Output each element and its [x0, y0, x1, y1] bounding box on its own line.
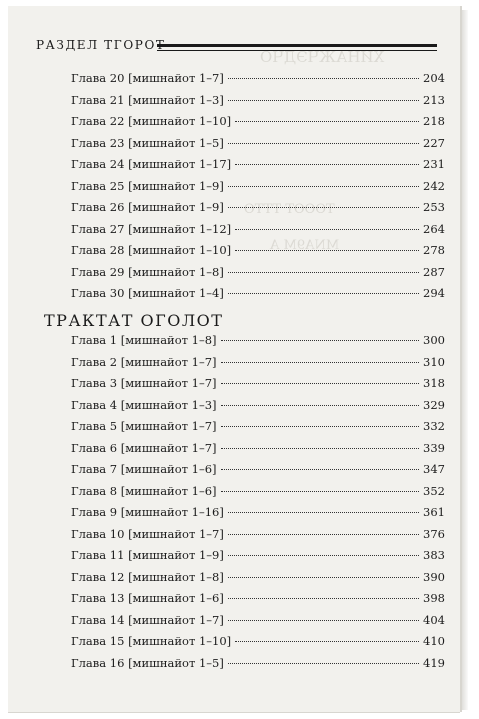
toc-entry-page: 218	[423, 114, 445, 128]
toc-entry	[71, 283, 445, 305]
toc-entry-chapter: Глава 12 [мишнайот 1–8]	[71, 569, 224, 584]
dot-leader	[221, 405, 420, 406]
toc-entry-chapter: Глава 7 [мишнайот 1–6]	[71, 462, 217, 476]
toc-entry-chapter: Глава 27 [мишнайот 1–12]	[71, 221, 232, 236]
dot-leader	[235, 164, 419, 165]
toc-entry-chapter: Глава 5 [мишнайот 1–7]	[71, 419, 217, 433]
toc-entry-page: 300	[423, 333, 445, 347]
toc-entry	[71, 416, 445, 438]
toc-entry-page: 339	[423, 440, 445, 455]
running-head: РАЗДЕЛ ТГОРОТ	[36, 38, 166, 52]
toc-entry-chapter: Глава 15 [мишнайот 1–10]	[71, 634, 232, 648]
toc-entry	[71, 459, 445, 481]
toc-entry	[71, 133, 445, 155]
toc-entry-page: 410	[423, 634, 445, 648]
dot-leader	[235, 641, 419, 642]
toc-entry-chapter: Глава 1 [мишнайот 1–8]	[71, 333, 217, 347]
dot-leader	[221, 383, 420, 384]
dot-leader	[221, 469, 420, 470]
dot-leader	[228, 78, 419, 79]
toc-entry-chapter: Глава 14 [мишнайот 1–7]	[71, 612, 224, 627]
dot-leader	[228, 272, 419, 273]
toc-entry	[71, 330, 445, 352]
toc-entry-page: 332	[423, 419, 445, 433]
toc-entry	[71, 588, 445, 610]
toc-entry-chapter: Глава 13 [мишнайот 1–6]	[71, 591, 224, 605]
toc-entry-chapter: Глава 11 [мишнайот 1–9]	[71, 548, 224, 562]
toc-entry-chapter: Глава 9 [мишнайот 1–16]	[71, 505, 224, 519]
dot-leader	[228, 663, 419, 664]
toc-entry-page: 404	[423, 612, 445, 627]
toc-entry	[71, 502, 445, 524]
dot-leader	[228, 577, 419, 578]
toc-entry	[71, 481, 445, 503]
dot-leader	[228, 555, 419, 556]
toc-entry-page: 264	[423, 221, 445, 236]
toc-entry-chapter: Глава 29 [мишнайот 1–8]	[71, 264, 224, 279]
dot-leader	[228, 186, 419, 187]
toc-entry-chapter: Глава 10 [мишнайот 1–7]	[71, 526, 224, 541]
dot-leader	[235, 250, 419, 251]
toc-entry-chapter: Глава 26 [мишнайот 1–9]	[71, 200, 224, 214]
toc-entry-page: 361	[423, 505, 445, 519]
toc-entry-chapter: Глава 20 [мишнайот 1–7]	[71, 71, 224, 85]
dot-leader	[221, 448, 420, 449]
toc-entry	[71, 545, 445, 567]
bleed-through-heading: ХИНАЖЧЭДЧО	[260, 48, 385, 66]
toc-entry	[71, 373, 445, 395]
toc-entry	[71, 197, 445, 219]
toc-entry	[71, 154, 445, 176]
toc-entry-page: 294	[423, 286, 445, 300]
toc-entry-page: 242	[423, 178, 445, 193]
toc-entry-page: 213	[423, 92, 445, 107]
dot-leader	[228, 620, 419, 621]
toc-entry-page: 227	[423, 135, 445, 150]
dot-leader	[221, 362, 420, 363]
toc-entry-page: 287	[423, 264, 445, 279]
toc-entry	[71, 395, 445, 417]
toc-entry-page: 253	[423, 200, 445, 214]
toc-entry-chapter: Глава 6 [мишнайот 1–7]	[71, 440, 217, 455]
toc-section-2	[71, 330, 445, 674]
toc-entry-page: 419	[423, 655, 445, 670]
toc-entry	[71, 240, 445, 262]
toc-entry-chapter: Глава 25 [мишнайот 1–9]	[71, 178, 224, 193]
toc-entry-page: 347	[423, 462, 445, 476]
toc-entry-chapter: Глава 4 [мишнайот 1–3]	[71, 397, 217, 412]
dot-leader	[221, 340, 420, 341]
dot-leader	[235, 229, 419, 230]
toc-entry-chapter: Глава 28 [мишнайот 1–10]	[71, 243, 232, 257]
dot-leader	[228, 598, 419, 599]
dot-leader	[228, 293, 419, 294]
toc-entry	[71, 219, 445, 241]
toc-entry-chapter: Глава 2 [мишнайот 1–7]	[71, 354, 217, 369]
bleed-through-text: MNA9M A	[270, 238, 340, 253]
toc-entry-page: 398	[423, 591, 445, 605]
toc-entry	[71, 111, 445, 133]
toc-entry-chapter: Глава 21 [мишнайот 1–3]	[71, 92, 224, 107]
toc-entry-chapter: Глава 23 [мишнайот 1–5]	[71, 135, 224, 150]
toc-entry	[71, 610, 445, 632]
header-rule-thin	[157, 50, 437, 51]
toc-entry	[71, 90, 445, 112]
toc-entry	[71, 176, 445, 198]
section-title: ТРАКТАТ ОГОЛОТ	[44, 311, 224, 330]
toc-entry	[71, 262, 445, 284]
dot-leader	[235, 121, 419, 122]
toc-entry-page: 329	[423, 397, 445, 412]
toc-entry-page: 231	[423, 157, 445, 171]
toc-entry	[71, 68, 445, 90]
toc-entry	[71, 438, 445, 460]
dot-leader	[228, 512, 419, 513]
toc-entry	[71, 567, 445, 589]
toc-entry-page: 310	[423, 354, 445, 369]
toc-entry	[71, 653, 445, 675]
toc-entry	[71, 631, 445, 653]
toc-entry-page: 383	[423, 548, 445, 562]
toc-section-1	[71, 68, 445, 305]
toc-entry-chapter: Глава 24 [мишнайот 1–17]	[71, 157, 232, 171]
toc-entry	[71, 352, 445, 374]
toc-entry-chapter: Глава 3 [мишнайот 1–7]	[71, 376, 217, 390]
dot-leader	[228, 100, 419, 101]
header-rule	[157, 44, 437, 47]
dot-leader	[228, 207, 419, 208]
toc-entry-page: 352	[423, 483, 445, 498]
dot-leader	[221, 491, 420, 492]
bleed-through-text: TOOOT TTTO	[244, 202, 335, 217]
toc-entry-chapter: Глава 16 [мишнайот 1–5]	[71, 655, 224, 670]
toc-entry-page: 318	[423, 376, 445, 390]
toc-entry-chapter: Глава 8 [мишнайот 1–6]	[71, 483, 217, 498]
dot-leader	[221, 426, 420, 427]
toc-entry-page: 204	[423, 71, 445, 85]
toc-entry-chapter: Глава 22 [мишнайот 1–10]	[71, 114, 232, 128]
dot-leader	[228, 534, 419, 535]
toc-entry-page: 390	[423, 569, 445, 584]
toc-entry-page: 278	[423, 243, 445, 257]
toc-entry	[71, 524, 445, 546]
toc-entry-page: 376	[423, 526, 445, 541]
toc-entry-chapter: Глава 30 [мишнайот 1–4]	[71, 286, 224, 300]
dot-leader	[228, 143, 419, 144]
